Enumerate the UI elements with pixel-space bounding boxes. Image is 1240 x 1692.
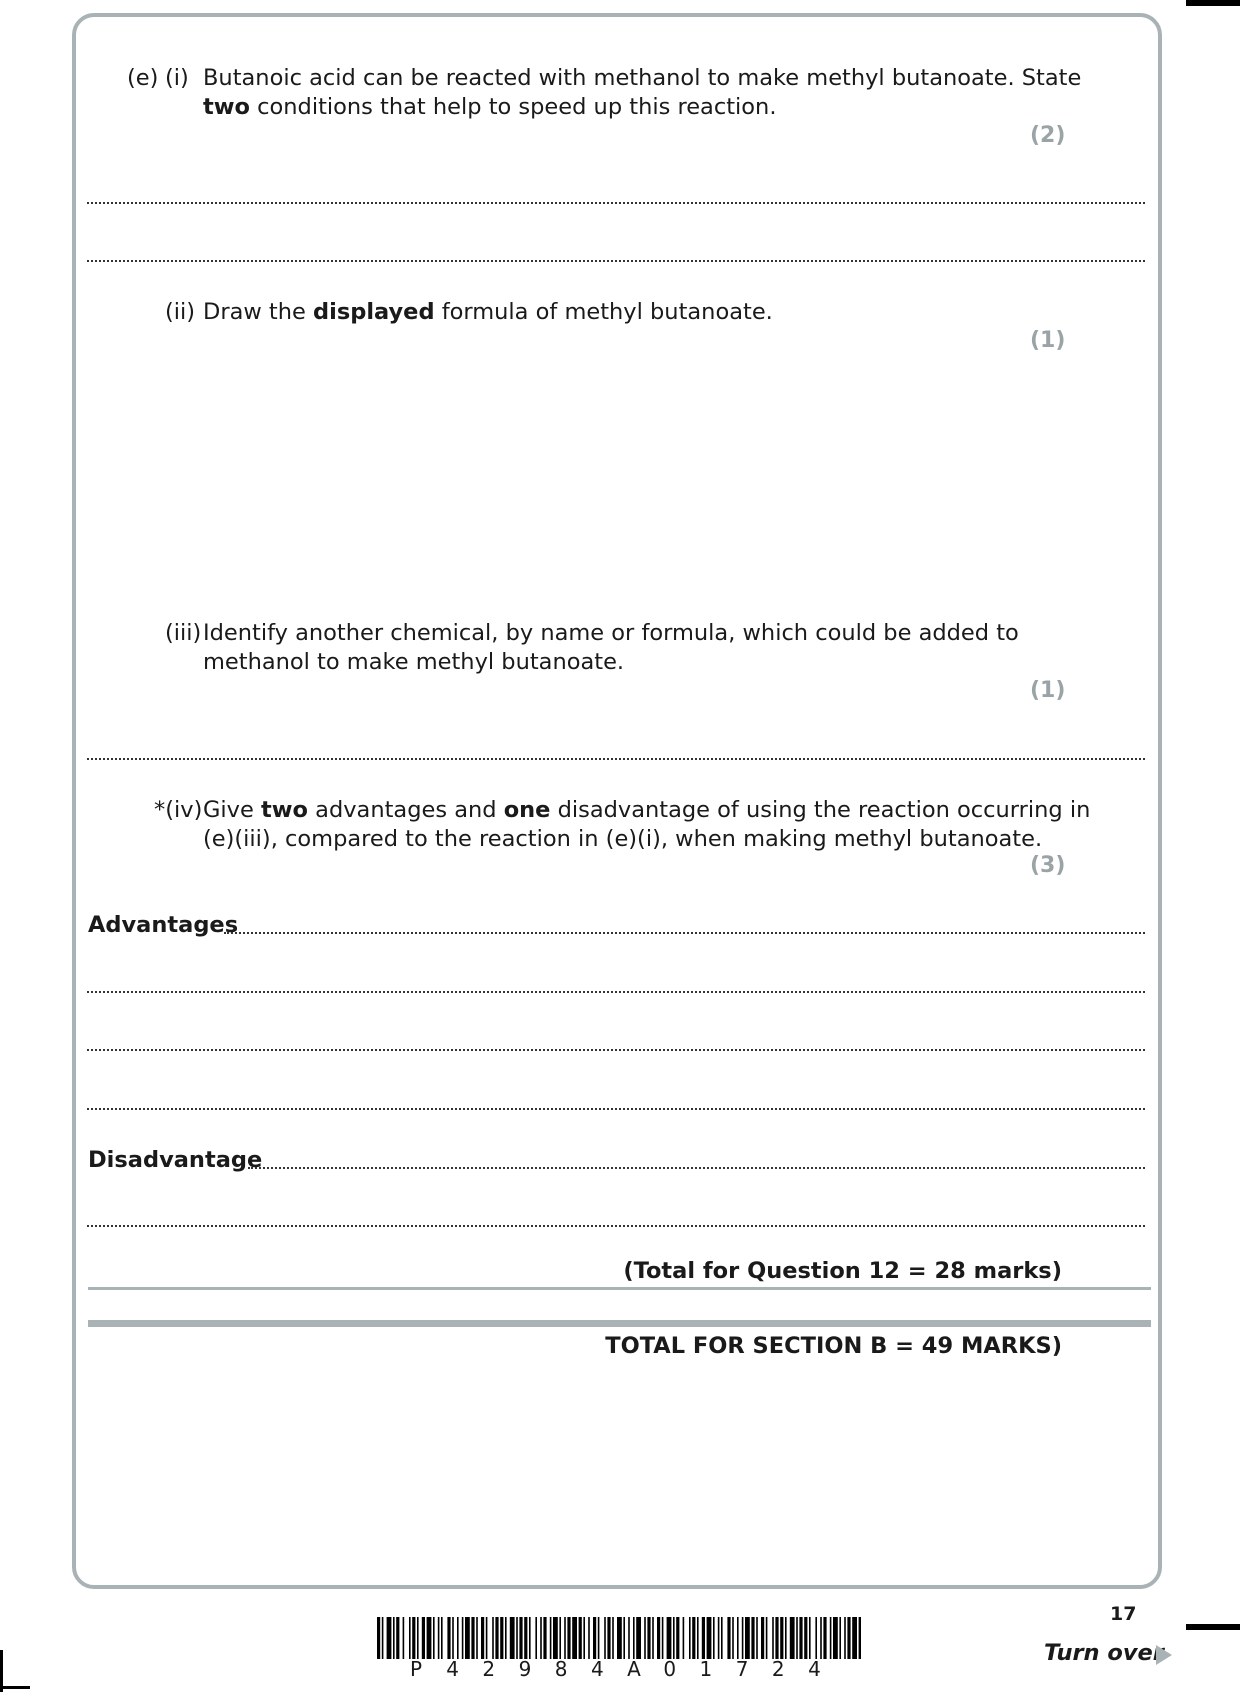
- answer-line-advantages-2[interactable]: [87, 991, 1145, 993]
- question-e-iii-number: (iii): [165, 620, 202, 646]
- answer-line-advantages-1[interactable]: [224, 932, 1145, 934]
- emphasis-displayed: displayed: [313, 299, 435, 325]
- question-e-iv-post: disadvantage of using the reaction occurring in: [550, 797, 1091, 823]
- answer-line-disadvantage-1[interactable]: [248, 1167, 1145, 1169]
- emphasis-two: two: [203, 94, 250, 120]
- barcode-digit: 2: [482, 1657, 496, 1681]
- question-e-number: (e): [127, 65, 159, 91]
- emphasis-one-disadvantage: one: [503, 797, 551, 823]
- corner-mark-top-right: [1186, 0, 1240, 6]
- question-e-i-line2: [203, 93, 776, 122]
- barcode-digit: P: [410, 1657, 423, 1681]
- question-e-ii-pre: Draw the: [203, 299, 313, 325]
- question-total-rule: [88, 1287, 1151, 1290]
- marks-e-ii: (1): [1030, 328, 1066, 353]
- question-e-iv-number: *(iv): [154, 797, 203, 823]
- turn-over-label: Turn over: [1044, 1640, 1164, 1666]
- answer-line-advantages-3[interactable]: [87, 1049, 1145, 1051]
- question-total: (Total for Question 12 = 28 marks): [623, 1258, 1062, 1284]
- barcode-digit: 1: [699, 1657, 713, 1681]
- marks-e-iv: (3): [1030, 853, 1066, 878]
- barcode-digit: 9: [518, 1657, 532, 1681]
- section-total-rule: [88, 1320, 1151, 1327]
- barcode-digit: 8: [554, 1657, 568, 1681]
- barcode-digit: A: [627, 1657, 641, 1681]
- question-e-i-number: (i): [165, 65, 189, 91]
- section-total: TOTAL FOR SECTION B = 49 MARKS): [605, 1333, 1062, 1359]
- turn-over-arrow-icon: [1156, 1645, 1172, 1665]
- question-e-ii-post: formula of methyl butanoate.: [434, 299, 773, 325]
- answer-line-disadvantage-2[interactable]: [87, 1225, 1145, 1227]
- question-e-ii-number: (ii): [165, 299, 196, 325]
- answer-line-e-iii[interactable]: [87, 758, 1145, 760]
- question-e-iii-line2: methanol to make methyl butanoate.: [203, 649, 625, 675]
- barcode: [377, 1617, 861, 1659]
- barcode-digit: 2: [771, 1657, 785, 1681]
- question-e-iv-mid: advantages and: [308, 797, 504, 823]
- answer-line-advantages-4[interactable]: [87, 1108, 1145, 1110]
- barcode-digit: 4: [808, 1657, 821, 1681]
- barcode-digit: 0: [663, 1657, 677, 1681]
- marks-e-iii: (1): [1030, 678, 1066, 703]
- page-number: 17: [1110, 1603, 1137, 1625]
- barcode-digit: 4: [590, 1657, 604, 1681]
- question-e-i-line2-rest: conditions that help to speed up this reaction.: [250, 94, 777, 120]
- question-e-i-line1: Butanoic acid can be reacted with methanol to make methyl butanoate. State: [203, 65, 1082, 91]
- corner-mark-bottom-right: [1186, 1624, 1240, 1630]
- disadvantage-label: Disadvantage: [88, 1147, 263, 1173]
- question-e-iv-line2: (e)(iii), compared to the reaction in (e)(i), when making methyl butanoate.: [203, 826, 1043, 852]
- barcode-digit: 7: [735, 1657, 749, 1681]
- drawing-area-e-ii[interactable]: [88, 360, 1145, 610]
- question-e-iii-line1: Identify another chemical, by name or formula, which could be added to: [203, 620, 1019, 646]
- emphasis-two-advantages: two: [261, 797, 308, 823]
- question-e-iv-line1: [203, 796, 1090, 825]
- barcode-digit: 4: [446, 1657, 459, 1681]
- answer-line-e-i-1[interactable]: [87, 202, 1145, 204]
- advantages-label: Advantages: [88, 912, 239, 938]
- question-e-iv-pre: Give: [203, 797, 261, 823]
- barcode-digits: [410, 1657, 844, 1681]
- question-e-ii-text: [203, 298, 773, 327]
- marks-e-i: (2): [1030, 123, 1066, 148]
- corner-mark-bottom-left-h: [0, 1686, 30, 1689]
- answer-line-e-i-2[interactable]: [87, 260, 1145, 262]
